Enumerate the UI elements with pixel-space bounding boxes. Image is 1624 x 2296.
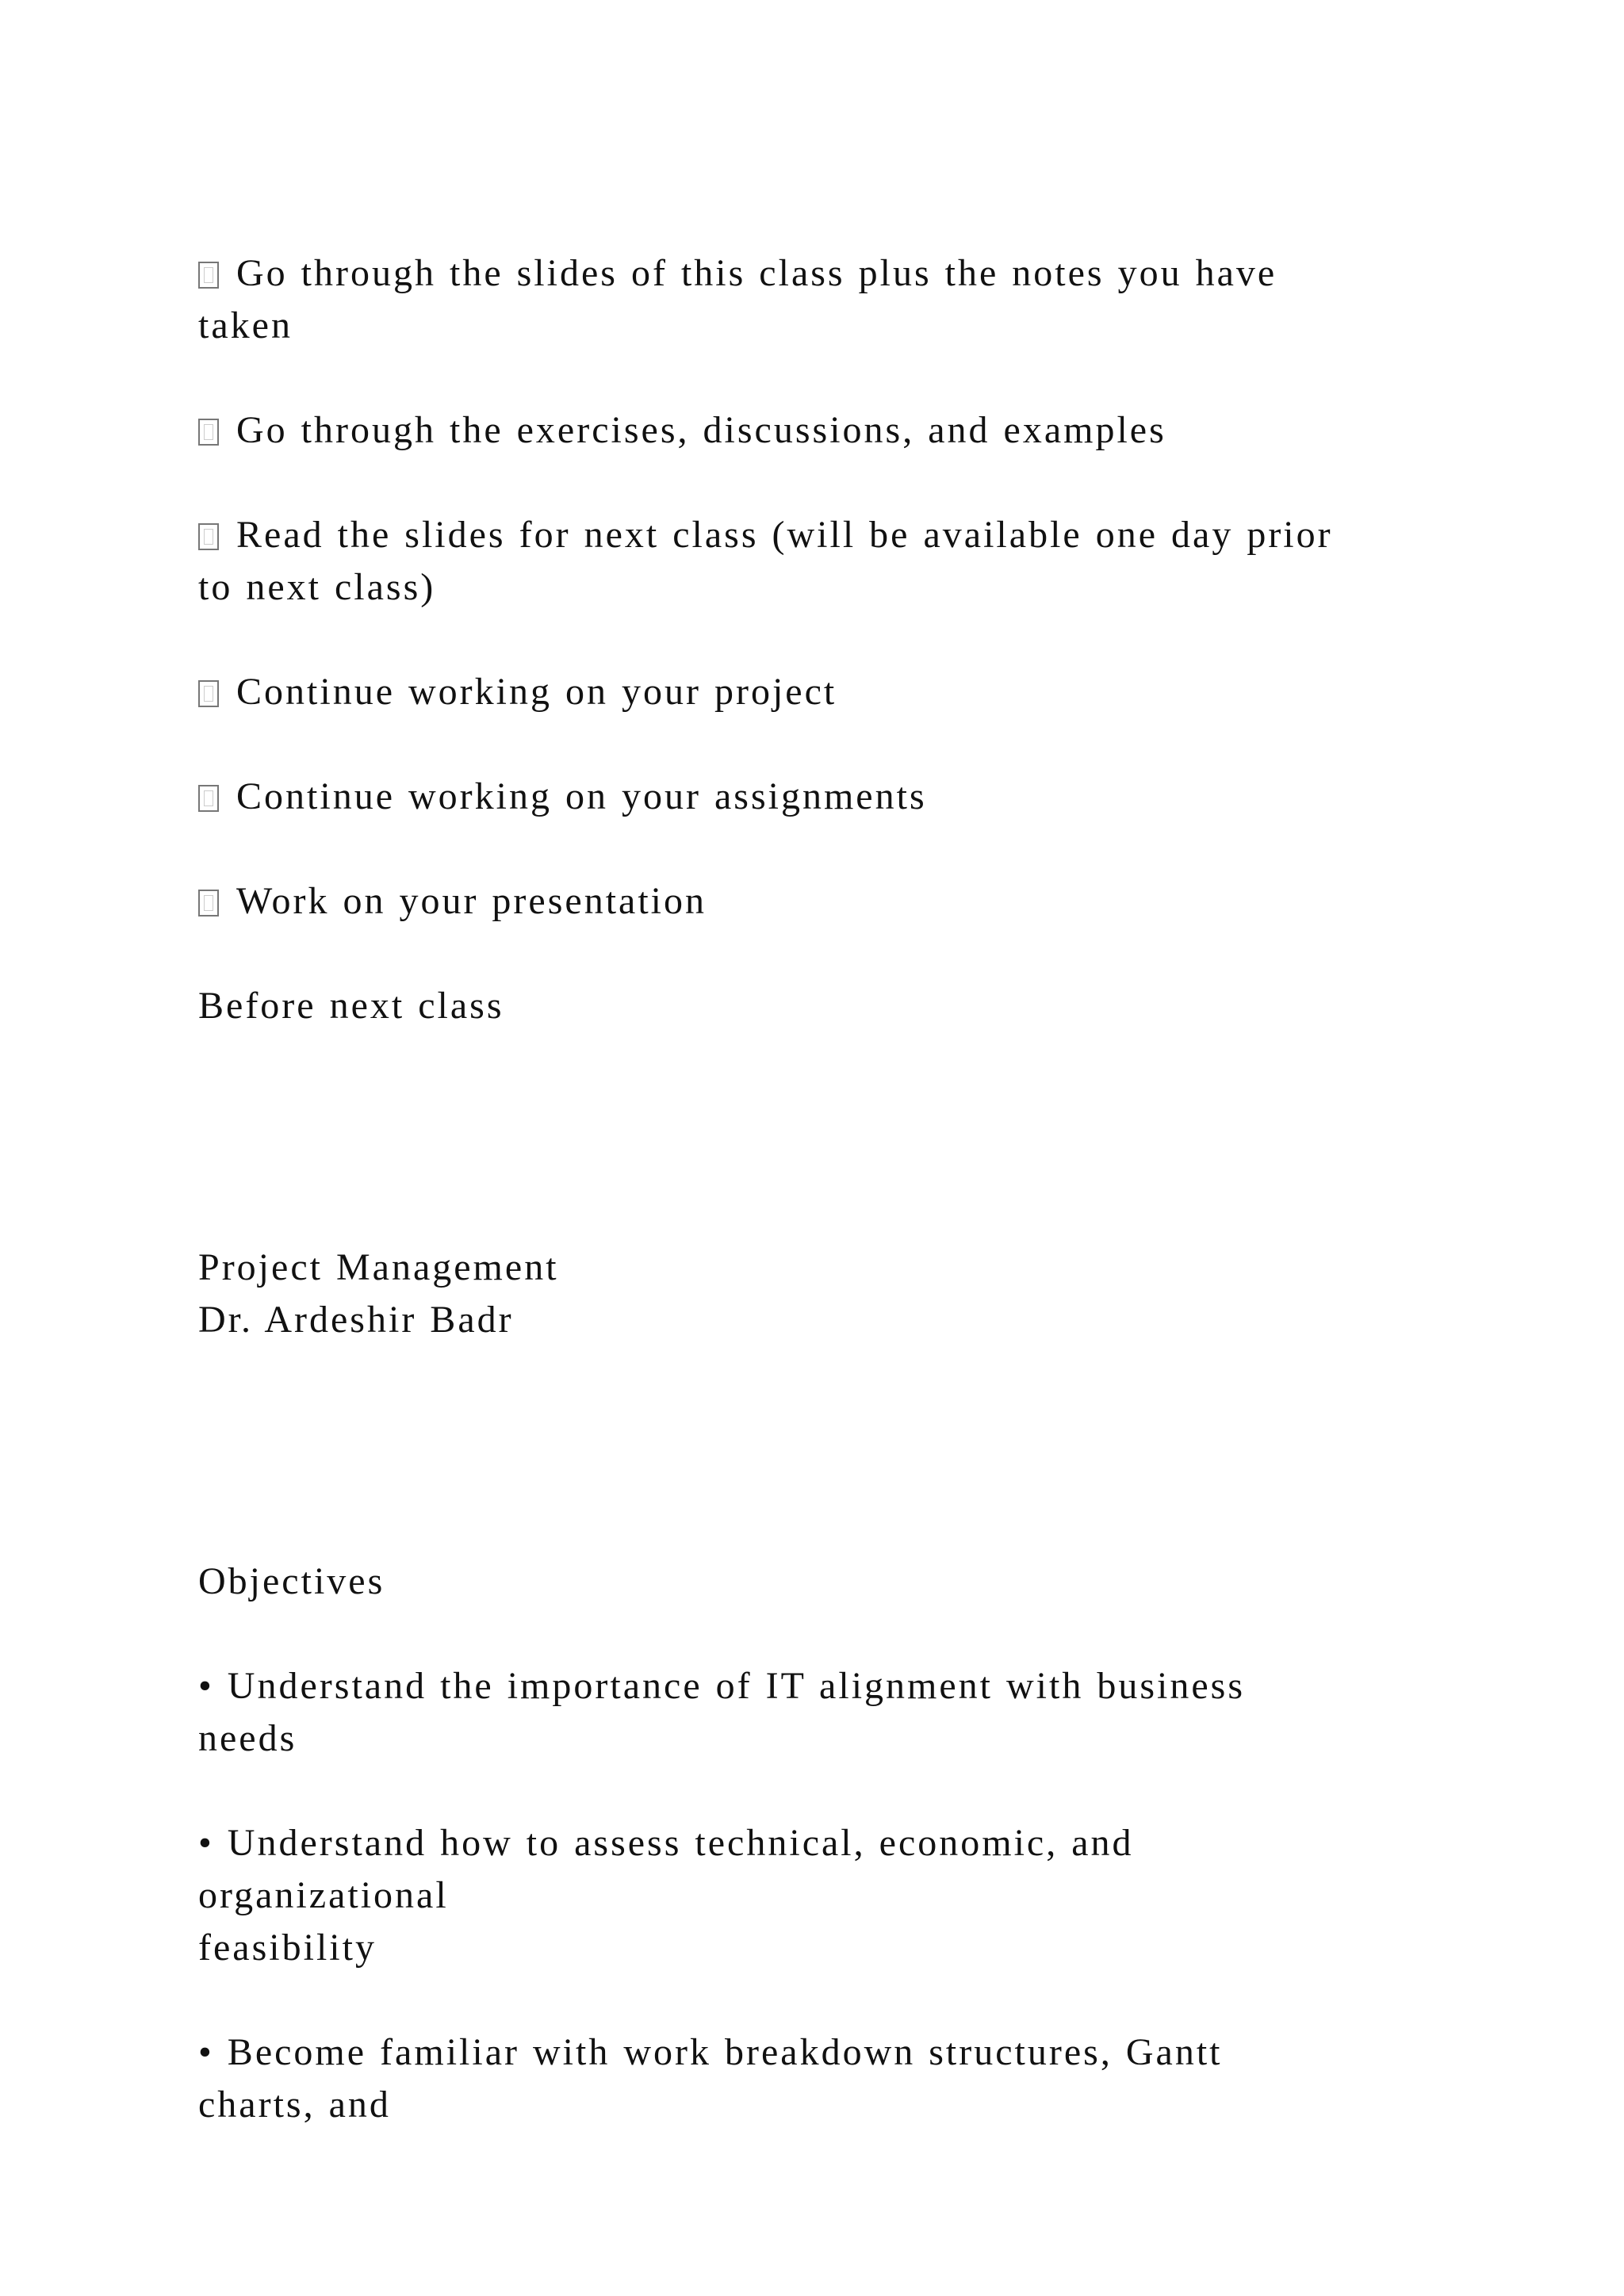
- objective-item: [198, 1817, 1435, 1974]
- todo-item-line: to next class): [198, 566, 436, 608]
- objectives-heading: Objectives: [198, 1560, 385, 1602]
- todo-item: [198, 404, 1435, 457]
- instructor-name: Dr. Ardeshir Badr: [198, 1299, 514, 1341]
- todo-item-line: [198, 771, 1435, 823]
- todo-item-text: Work on your presentation: [236, 880, 707, 922]
- todo-item-text: Read the slides for next class (will be available one day prior: [236, 514, 1333, 556]
- todo-item-line: taken: [198, 304, 293, 346]
- spacer: [198, 1399, 1435, 1556]
- todo-item: [198, 509, 1435, 614]
- objective-line: needs: [198, 1717, 297, 1759]
- todo-item-line: [198, 404, 1435, 457]
- todo-item-text: Continue working on your assignments: [236, 775, 927, 817]
- todo-item-text: Go through the slides of this class plus the notes you have: [236, 252, 1277, 294]
- course-title: Project Management: [198, 1246, 559, 1288]
- objective-line: organizational: [198, 1874, 449, 1916]
- objective-line: • Become familiar with work breakdown structures, Gantt: [198, 2031, 1223, 2073]
- todo-item-text: Continue working on your project: [236, 671, 837, 713]
- section-title: Before next class: [198, 985, 504, 1027]
- objective-line: feasibility: [198, 1927, 377, 1969]
- course-info: [198, 1242, 1435, 1346]
- missing-glyph-box-icon: [198, 680, 219, 707]
- todo-item-text: Go through the exercises, discussions, and examples: [236, 409, 1166, 451]
- todo-item: [198, 771, 1435, 823]
- todo-item-line: [198, 247, 1435, 300]
- missing-glyph-box-icon: [198, 785, 219, 812]
- page-content: [198, 247, 1435, 2183]
- spacer: [198, 1085, 1435, 1242]
- objective-line: • Understand how to assess technical, economic, and: [198, 1822, 1134, 1864]
- todo-item-line: [198, 666, 1435, 718]
- objective-line: • Understand the importance of IT alignment with business: [198, 1665, 1246, 1707]
- missing-glyph-box-icon: [198, 523, 219, 550]
- objective-line: charts, and: [198, 2084, 391, 2126]
- missing-glyph-box-icon: [198, 262, 219, 289]
- todo-item: [198, 666, 1435, 718]
- todo-item: [198, 247, 1435, 352]
- missing-glyph-box-icon: [198, 890, 219, 916]
- todo-item-line: [198, 509, 1435, 561]
- objective-item: [198, 2026, 1435, 2131]
- todo-item-line: [198, 875, 1435, 928]
- objective-item: [198, 1660, 1435, 1765]
- missing-glyph-box-icon: [198, 419, 219, 446]
- todo-item: [198, 875, 1435, 928]
